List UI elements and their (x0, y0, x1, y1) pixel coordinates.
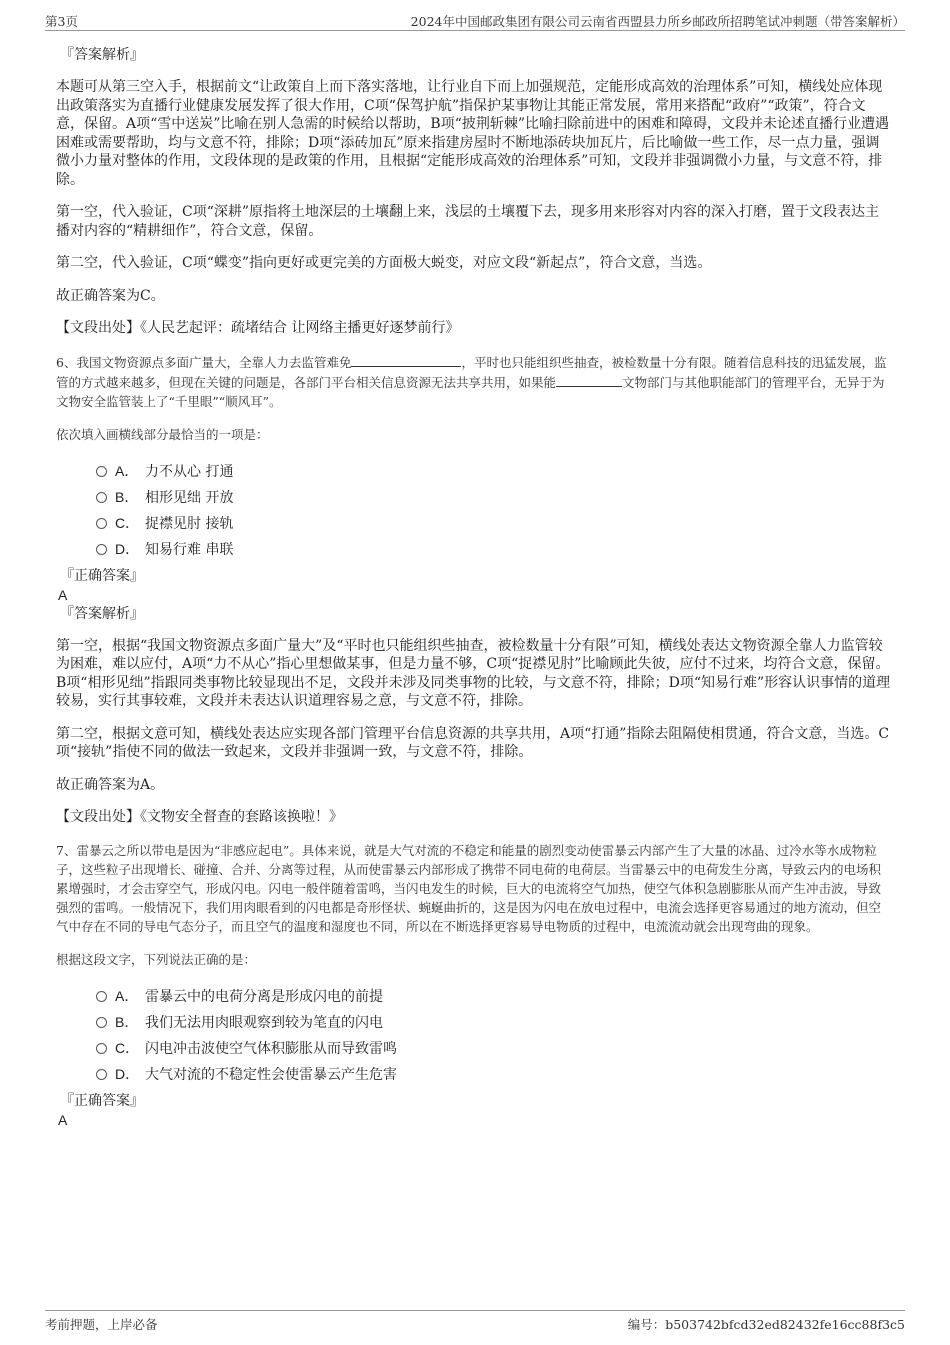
footer-slogan: 考前押题，上岸必备 (45, 1317, 158, 1332)
answer-conclusion: 故正确答案为A。 (56, 776, 165, 793)
analysis-paragraph: 第一空，根据“我国文物资源点多面广量大”及“平时也只能组织些抽查，被检数量十分有限”可知，横线处表达文物资源全靠人力监管较为困难，难以应付，A项“力不从心”指心里想做某事，但是力量不够，C项“捉襟见肘”比喻顾此失彼，应付不过来，均符合文意，保留。B项“相形见绌”指跟同类事物比较显现出不足，文段并未涉及同类事物的比较，与文意不符，排除；D项“知易行难”形容认识事情的道理较易，实行其事较难，文段并未表达认识道理容易之意，与文意不符，排除。 (56, 637, 891, 709)
option-list (56, 983, 892, 1087)
question-prompt: 依次填入画横线部分最恰当的一项是： (56, 426, 269, 442)
source-citation: 【文段出处】《人民艺起评：疏堵结合 让网络主播更好逐梦前行》 (56, 320, 460, 336)
radio-icon[interactable] (96, 518, 107, 529)
fill-blank (351, 352, 461, 367)
option-d[interactable]: D． 知易行难 串联 (96, 536, 892, 562)
document-title: 2024年中国邮政集团有限公司云南省西盟县力所乡邮政所招聘笔试冲刺题（带答案解析） (410, 14, 905, 29)
analysis-label: 『答案解析』 (60, 47, 144, 63)
analysis-label: 『答案解析』 (60, 605, 144, 622)
question-stem: 7、雷暴云之所以带电是因为“非感应起电”。具体来说，就是大气对流的不稳定和能量的剧烈变动使雷暴云内部产生了大量的冰晶、过冷水等水成物粒子，这些粒子出现增长、碰撞、合并、分离等过程，从而使雷暴云内部形成了携带不同电荷的电荷层。当雷暴云中的电荷发生分离，导致云内的电场积累增强时，才会击穿空气，形成闪电。闪电一般伴随着雷鸣，当闪电发生的时候，巨大的电流将空气加热，使空气体积急剧膨胀从而产生冲击波，导致强烈的雷鸣。一般情况下，我们用肉眼看到的闪电都是奇形怪状、蜿蜒曲折的，这是因为闪电在放电过程中，电流会选择更容易通过的地方流动，但空气中存在不同的导电气态分子，而且空气的温度和湿度也不同，所以在不断选择更容易导电物质的过程中，电流流动就会出现弯曲的现象。 (56, 842, 882, 934)
radio-icon[interactable] (96, 1043, 107, 1054)
fill-blank (556, 372, 622, 387)
radio-icon[interactable] (96, 544, 107, 555)
radio-icon[interactable] (96, 492, 107, 503)
page-content (56, 45, 892, 1129)
source-citation: 【文段出处】《文物安全督查的套路该换啦！》 (56, 809, 343, 825)
correct-answer-label: 『正确答案』 (60, 567, 144, 584)
option-b[interactable]: B． 我们无法用肉眼观察到较为笔直的闪电 (96, 1009, 892, 1035)
option-list (56, 458, 892, 562)
page-number: 第3页 (45, 14, 78, 29)
option-d[interactable]: D． 大气对流的不稳定性会使雷暴云产生危害 (96, 1061, 892, 1087)
radio-icon[interactable] (96, 466, 107, 477)
correct-answer: A (58, 586, 68, 603)
option-c[interactable]: C． 闪电冲击波使空气体积膨胀从而导致雷鸣 (96, 1035, 892, 1061)
analysis-paragraph: 第一空，代入验证，C项“深耕”原指将土地深层的土壤翻上来，浅层的土壤覆下去，现多用来形容对内容的深入打磨，置于文段表达主播对内容的“精耕细作”，符合文意，保留。 (56, 204, 880, 239)
radio-icon[interactable] (96, 991, 107, 1002)
option-c[interactable]: C． 捉襟见肘 接轨 (96, 510, 892, 536)
page-footer (45, 1310, 905, 1335)
option-b[interactable]: B． 相形见绌 开放 (96, 484, 892, 510)
correct-answer: A (58, 1111, 68, 1128)
page-header (45, 10, 905, 31)
analysis-paragraph: 第二空，代入验证，C项“蝶变”指向更好或更完美的方面极大蜕变，对应文段“新起点”，符合文意，当选。 (56, 255, 712, 271)
question-stem: 6、我国文物资源点多面广量大，全靠人力去监管难免 ，平时也只能组织些抽查，被检数量十分有限。随着信息科技的迅猛发展，监管的方式越来越多，但现在关键的问题是，各部门平台相关信息资源无法共享共用，如果能 文物部门与其他职能部门的管理平台，无异于为文物安全监管装上了“千里眼”“顺风耳”。 (56, 352, 892, 411)
radio-icon[interactable] (96, 1017, 107, 1028)
radio-icon[interactable] (96, 1069, 107, 1080)
analysis-paragraph: 第二空，根据文意可知，横线处表达应实现各部门管理平台信息资源的共享共用，A项“打通”指除去阻隔使相贯通，符合文意，当选。C项“接轨”指使不同的做法一致起来，文段并非强调一致，与文意不符，排除。 (56, 725, 890, 760)
document-id: 编号：b503742bfcd32ed82432fe16cc88f3c5 (627, 1317, 905, 1332)
option-a[interactable]: A． 雷暴云中的电荷分离是形成闪电的前提 (96, 983, 892, 1009)
correct-answer-label: 『正确答案』 (60, 1092, 144, 1109)
question-prompt: 根据这段文字，下列说法正确的是： (56, 951, 257, 967)
option-a[interactable]: A． 力不从心 打通 (96, 458, 892, 484)
answer-conclusion: 故正确答案为C。 (56, 287, 165, 304)
analysis-paragraph: 本题可从第三空入手，根据前文“让政策自上而下落实落地，让行业自下而上加强规范，定能形成高效的治理体系”可知，横线处应体现出政策落实为直播行业健康发展发挥了很大作用，C项“保驾护航”指保护某事物让其能正常发展，常用来搭配“政府”“政策”，符合文意，保留。A项“雪中送炭”比喻在别人急需的时候给以帮助，B项“披荆斩棘”比喻扫除前进中的困难和障碍，文段并未论述直播行业遭遇困难或需要帮助，均与文意不符，排除；D项“添砖加瓦”原来指建房屋时不断地添砖块加瓦片，后比喻做一些工作，尽一点力量，强调微小力量对整体的作用，文段体现的是政策的作用，且根据“定能形成高效的治理体系”可知，文段并非强调微小力量，与文意不符，排除。 (56, 79, 890, 188)
